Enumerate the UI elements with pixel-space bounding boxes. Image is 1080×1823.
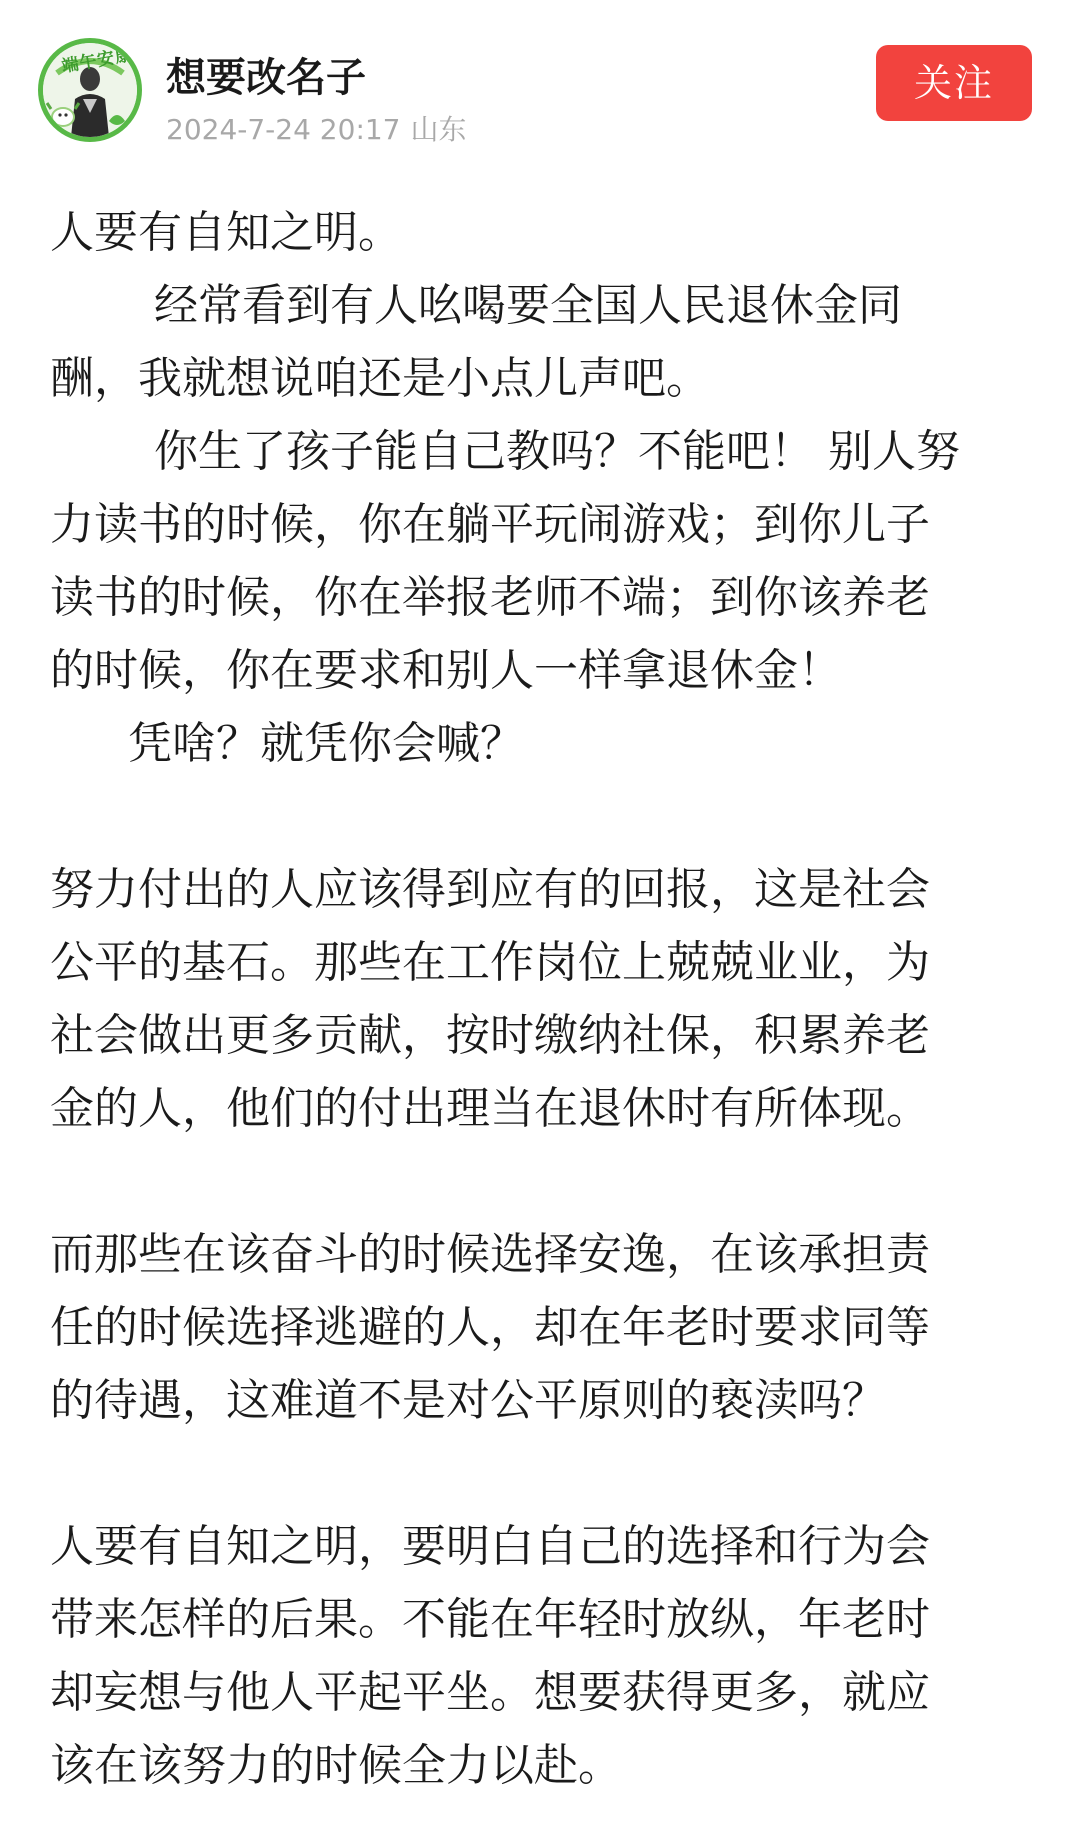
post-line: 你生了孩子能自己教吗？不能吧！ 别人努 xyxy=(154,426,960,477)
post-line: 而那些在该奋斗的时候选择安逸，在该承担责 xyxy=(50,1229,930,1280)
post-line: 读书的时候，你在举报老师不端；到你该养老 xyxy=(50,572,930,623)
post-body xyxy=(50,196,1040,1802)
post-header xyxy=(0,0,1080,160)
post-line: 公平的基石。那些在工作岗位上兢兢业业，为 xyxy=(50,937,930,988)
post-line: 努力付出的人应该得到应有的回报，这是社会 xyxy=(50,864,930,915)
post-line: 带来怎样的后果。不能在年轻时放纵，年老时 xyxy=(50,1594,930,1645)
post-line: 人要有自知之明，要明白自己的选择和行为会 xyxy=(50,1521,930,1572)
post-line: 的时候，你在要求和别人一样拿退休金！ xyxy=(50,645,842,696)
post-meta xyxy=(166,108,467,148)
paragraph-gap xyxy=(50,1437,1040,1510)
user-name[interactable]: 想要改名子 xyxy=(166,55,366,101)
avatar[interactable] xyxy=(38,38,142,142)
post-line: 力读书的时候，你在躺平玩闹游戏；到你儿子 xyxy=(50,499,930,550)
post-line: 人要有自知之明。 xyxy=(50,207,402,258)
post-line: 的待遇，这难道不是对公平原则的亵渎吗？ xyxy=(50,1375,886,1426)
post-line: 凭啥？就凭你会喊？ xyxy=(128,718,524,769)
post-location: 山东 xyxy=(410,113,467,146)
post-line: 任的时候选择逃避的人，却在年老时要求同等 xyxy=(50,1302,930,1353)
post-line: 经常看到有人吆喝要全国人民退休金同 xyxy=(154,280,902,331)
post-line: 酬，我就想说咱还是小点儿声吧。 xyxy=(50,353,710,404)
post-line: 该在该努力的时候全力以赴。 xyxy=(50,1740,622,1791)
post-timestamp: 2024-7-24 20:17 xyxy=(166,113,401,146)
post-line: 社会做出更多贡献，按时缴纳社保，积累养老 xyxy=(50,1010,930,1061)
follow-button[interactable]: 关注 xyxy=(876,45,1032,121)
post-line: 金的人，他们的付出理当在退休时有所体现。 xyxy=(50,1083,930,1134)
paragraph-gap xyxy=(50,780,1040,853)
post-line: 却妄想与他人平起平坐。想要获得更多，就应 xyxy=(50,1667,930,1718)
avatar-badge-text: 端午安康 xyxy=(60,44,135,78)
paragraph-gap xyxy=(50,1145,1040,1218)
